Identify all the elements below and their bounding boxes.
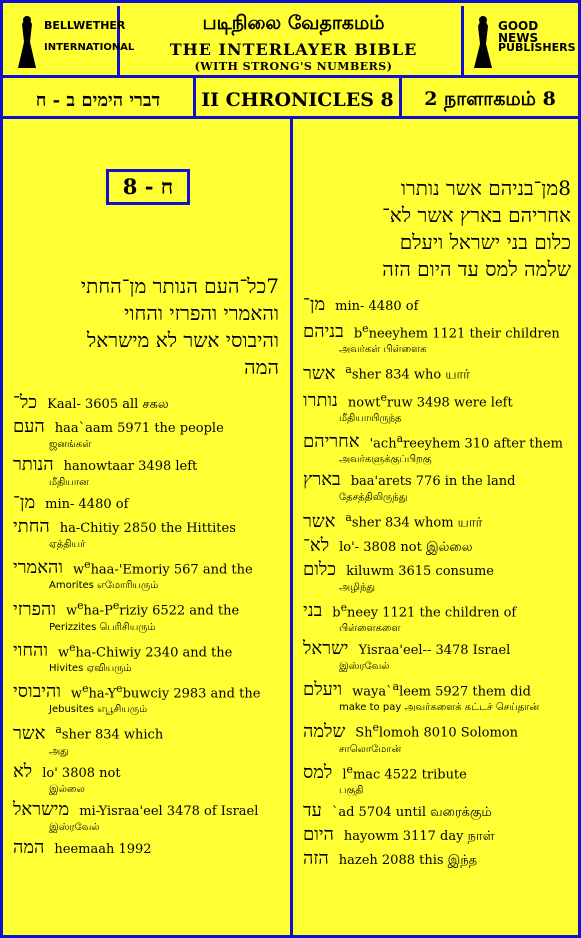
word-entry [13, 416, 279, 453]
hebrew-word: אשר [303, 510, 336, 532]
transliteration-text: Kaal- 3605 all சகல [47, 397, 169, 412]
transliteration-text: heemaah 1992 [54, 841, 152, 857]
gloss-continuation: Amorites எமோரியரும் [49, 580, 159, 592]
transliteration-text: Sh$^e$lomoh 8010 Solomon [355, 721, 518, 741]
transliteration-text: kiluwm 3615 consume [346, 563, 494, 579]
word-entry [13, 681, 279, 718]
right-column [303, 175, 571, 875]
hebrew-word: מישראל [13, 798, 70, 820]
word-entry [303, 637, 571, 675]
gloss-continuation: சாலொமோன் [339, 743, 402, 755]
hebrew-word: לא [13, 760, 33, 782]
transliteration-text: min- 4480 of [335, 299, 419, 314]
hebrew-word: ישראל [303, 637, 349, 659]
hebrew-word: בארץ [303, 469, 341, 491]
word-entry [303, 294, 571, 315]
gloss-continuation: அவர்கள் பிள்ளைக [339, 344, 427, 356]
hebrew-book-label: דברי הימים ב - ח [35, 89, 161, 111]
word-entry [303, 321, 571, 358]
transliteration-text: lo' 3808 not [42, 765, 121, 781]
transliteration-text: $b^eneeyhem$ 1121 their children [353, 322, 560, 342]
title-main: THE INTERLAYER BIBLE [169, 40, 418, 59]
word-entry [13, 722, 279, 759]
word-entry [13, 516, 279, 553]
transliteration-text: haa`aam 5971 the people [54, 421, 224, 436]
hebrew-word: החתי [13, 516, 50, 537]
hebrew-word: בני [303, 599, 323, 621]
word-entry [303, 679, 571, 716]
hebrew-word: והחוי [13, 639, 48, 661]
transliteration-text: $w^eha-P^eriziy$ 6522 and the [65, 599, 240, 619]
transliteration-text: lo'- 3808 not இல்லை [339, 539, 473, 555]
right-logo-line1: GOOD NEWS [498, 19, 539, 45]
left-logo-line1: BELLWETHER [44, 19, 126, 32]
word-entry [303, 510, 571, 531]
word-entry [13, 492, 279, 513]
word-entry [13, 798, 279, 836]
word-entry [303, 600, 571, 637]
word-entry [303, 390, 571, 427]
hebrew-word: ויעלם [303, 679, 343, 701]
transliteration-text: baa'arets 776 in the land [350, 474, 516, 490]
transliteration-text: $w^eha-Y^ebuwciy$ 2983 and the [70, 681, 261, 702]
hebrew-word: היום [303, 823, 334, 845]
right-logo-line2: PUBLISHERS [498, 41, 576, 54]
hebrew-verse-line: אחריהם בארץ אשר לא־ [382, 203, 571, 227]
gloss-continuation: ஜனங்கள் [49, 439, 92, 450]
transliteration-text: nowt$^e$ruw 3498 were left [347, 390, 513, 410]
gloss-continuation: இல்லை [49, 783, 85, 795]
transliteration-text: `ad 5704 until வரைக்கும் [331, 804, 492, 820]
word-entry [303, 847, 571, 869]
hebrew-word: הזה [303, 847, 329, 869]
hebrew-word: לא־ [303, 534, 330, 556]
transliteration-text: $^a$sher 834 which [55, 723, 164, 743]
gloss-continuation: அவர்களுக்குப்பிறகு [339, 454, 432, 466]
word-entry [13, 557, 279, 594]
good-news-figure-icon [470, 14, 496, 72]
gloss-continuation: Hivites ஏவியரும் [49, 662, 132, 674]
gloss-continuation: மீதியான [49, 477, 89, 488]
tamil-book-label: 2 நாளாகமம் 8 [424, 87, 556, 110]
hebrew-verse-line: כלום בני ישראל ויעלם [399, 230, 571, 254]
transliteration-text: 'ach$^a$reeyhem 310 after them [369, 431, 563, 452]
gloss-continuation: இஸ்ரவேல் [49, 821, 100, 833]
hebrew-word: עד [303, 799, 322, 821]
word-entry [303, 762, 571, 799]
transliteration-text: $^a$sher 834 who யார் [345, 363, 471, 383]
hebrew-word: כל־ [13, 392, 38, 413]
word-entry [303, 823, 571, 845]
header-title-block [123, 6, 464, 78]
gloss-continuation: Jebusites எபூசியரும் [49, 704, 148, 716]
word-entry [303, 469, 571, 506]
hebrew-word: מן־ [13, 492, 36, 513]
word-entry [13, 454, 279, 491]
title-tamil: படிநிலை வேதாகமம் [202, 12, 385, 34]
transliteration-text: ha-Chitiy 2850 the Hittites [59, 521, 236, 536]
word-entry [13, 760, 279, 798]
hebrew-word: והיבוסי [13, 681, 61, 703]
gloss-continuation: தேசத்திலிருந்து [339, 492, 408, 504]
hebrew-verse-line: והאמרי והפרזי והחוי [124, 301, 279, 325]
chapter-box: ח - 8 [106, 169, 190, 205]
gloss-continuation: அது [49, 745, 69, 757]
gloss-continuation: இஸ்ரவேல் [339, 660, 390, 672]
hebrew-word: אשר [13, 722, 46, 744]
bellwether-logo [6, 6, 135, 78]
hebrew-verse-line: שלמה למס עד היום הזה [382, 257, 571, 281]
hebrew-verse-line: המה [244, 355, 279, 379]
gloss-continuation: அழிந்து [339, 581, 376, 593]
hebrew-word: הנותר [13, 454, 54, 475]
word-entry [303, 558, 571, 596]
hebrew-word: נותרו [303, 389, 338, 411]
gloss-continuation: பகுதி [339, 784, 364, 796]
left-logo-line2: INTERNATIONAL [44, 42, 135, 53]
english-book-label: II CHRONICLES 8 [201, 89, 394, 111]
word-entry [13, 640, 279, 677]
transliteration-text: $b^eneey$ 1121 the children of [332, 600, 517, 620]
word-entry [303, 799, 571, 821]
transliteration-text: $w^eha$-Chiwiy 2340 and the [57, 640, 233, 660]
transliteration-text: hazeh 2088 this இந்த [338, 852, 478, 868]
good-news-logo [461, 6, 575, 78]
transliteration-text: $w^ehaa-'Emoriy$ 567 and the [73, 558, 253, 578]
hebrew-word: המה [13, 836, 45, 858]
hebrew-word: בניהם [303, 321, 344, 343]
column-divider [290, 119, 293, 935]
transliteration-text: waya`$^a$leem 5927 them did [352, 679, 531, 700]
hebrew-verse-line: 8מן־בניהם אשר נותרו [400, 176, 571, 200]
hebrew-word: למס [303, 761, 333, 783]
hebrew-word: והאמרי [13, 557, 63, 579]
transliteration-text: $l^emac$ 4522 tribute [342, 762, 467, 782]
left-column [13, 273, 279, 864]
word-entry [13, 836, 279, 858]
hebrew-verse-line: 7כל־העם הנותר מן־החתי [80, 274, 279, 298]
word-entry [303, 362, 571, 383]
gloss-continuation: பிள்ளைகளை [339, 622, 401, 634]
hebrew-word: שלמה [303, 720, 346, 742]
header-divider [0, 75, 581, 78]
gloss-continuation: make to pay அவர்களைக் கட்டச் செய்தான் [339, 702, 540, 714]
transliteration-text: min- 4480 of [45, 497, 129, 512]
word-entry [303, 534, 571, 556]
gloss-continuation: மீதியாயிருந்த [339, 412, 402, 424]
transliteration-text: hayowm 3117 day நாள் [343, 828, 495, 844]
transliteration-text: mi-Yisraa'eel 3478 of Israel [79, 803, 259, 819]
hebrew-word: אשר [303, 362, 336, 384]
hebrew-word: העם [13, 416, 45, 437]
hebrew-word: כלום [303, 558, 337, 580]
hebrew-verse-line: והיבוסי אשר לא מישראל [86, 328, 279, 352]
bellwether-figure-icon [12, 14, 42, 72]
hebrew-word: והפרזי [13, 598, 56, 620]
transliteration-text: $^a$sher 834 whom யார் [345, 511, 483, 531]
word-entry [13, 598, 279, 635]
hebrew-word: אחריהם [303, 431, 360, 453]
gloss-continuation: ஏத்தியர் [49, 539, 86, 550]
word-entry [13, 392, 279, 413]
gloss-continuation: Perizzites பெரிசியரும் [49, 621, 156, 633]
title-sub: (WITH STRONG'S NUMBERS) [194, 60, 393, 73]
word-entry [303, 720, 571, 757]
word-entry [303, 431, 571, 468]
transliteration-text: hanowtaar 3498 left [63, 459, 198, 474]
transliteration-text: Yisraa'eel-- 3478 Israel [358, 642, 511, 658]
hebrew-word: מן־ [303, 294, 326, 315]
